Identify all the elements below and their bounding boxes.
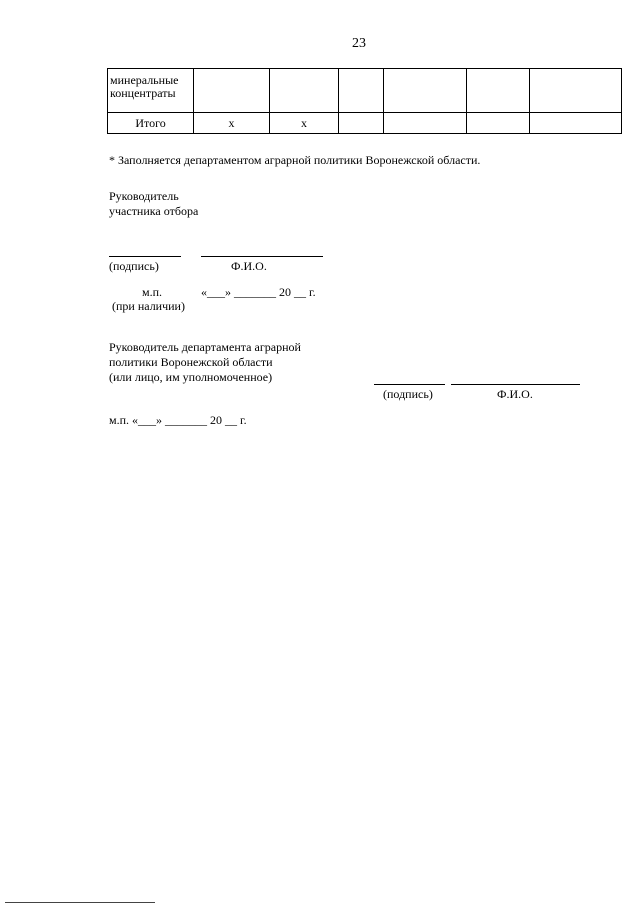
row-label-line: концентраты bbox=[110, 86, 176, 100]
table-row bbox=[108, 69, 622, 113]
stamp-label: м.п. bbox=[142, 285, 163, 299]
table-cell bbox=[339, 113, 384, 134]
table-cell bbox=[530, 69, 622, 113]
stamp-note: (при наличии) bbox=[112, 299, 185, 313]
footnote: * Заполняется департаментом аграрной политики Воронежской области. bbox=[109, 153, 481, 167]
signature-label: (подпись) bbox=[109, 259, 159, 273]
table-cell bbox=[467, 69, 530, 113]
table-cell: х bbox=[194, 113, 270, 134]
department-title-line: (или лицо, им уполномоченное) bbox=[109, 370, 273, 384]
table-cell bbox=[530, 113, 622, 134]
footer-rule bbox=[5, 902, 155, 903]
table-cell bbox=[339, 69, 384, 113]
date-line: «___» _______ 20 __ г. bbox=[201, 285, 316, 299]
row-label bbox=[108, 69, 194, 113]
fio-underline bbox=[451, 384, 580, 385]
participant-title-line: участника отбора bbox=[109, 204, 199, 218]
page-number: 23 bbox=[352, 36, 366, 51]
fio-label: Ф.И.О. bbox=[231, 259, 267, 273]
table-cell bbox=[194, 69, 270, 113]
department-title-line: Руководитель департамента аграрной bbox=[109, 340, 301, 354]
participant-title-line: Руководитель bbox=[109, 189, 179, 203]
signature-underline bbox=[374, 384, 445, 385]
table-cell bbox=[384, 113, 467, 134]
row-label-line: минеральные bbox=[110, 73, 179, 87]
table-row bbox=[108, 113, 622, 134]
department-title-line: политики Воронежской области bbox=[109, 355, 273, 369]
fio-underline bbox=[201, 256, 323, 257]
signature-label: (подпись) bbox=[383, 387, 433, 401]
row-label: Итого bbox=[108, 113, 194, 134]
table-cell bbox=[270, 69, 339, 113]
stamp-date-line: м.п. «___» _______ 20 __ г. bbox=[109, 413, 247, 427]
table-cell: х bbox=[270, 113, 339, 134]
table-cell bbox=[467, 113, 530, 134]
signature-underline bbox=[109, 256, 181, 257]
data-table bbox=[107, 68, 622, 134]
fio-label: Ф.И.О. bbox=[497, 387, 533, 401]
table-cell bbox=[384, 69, 467, 113]
